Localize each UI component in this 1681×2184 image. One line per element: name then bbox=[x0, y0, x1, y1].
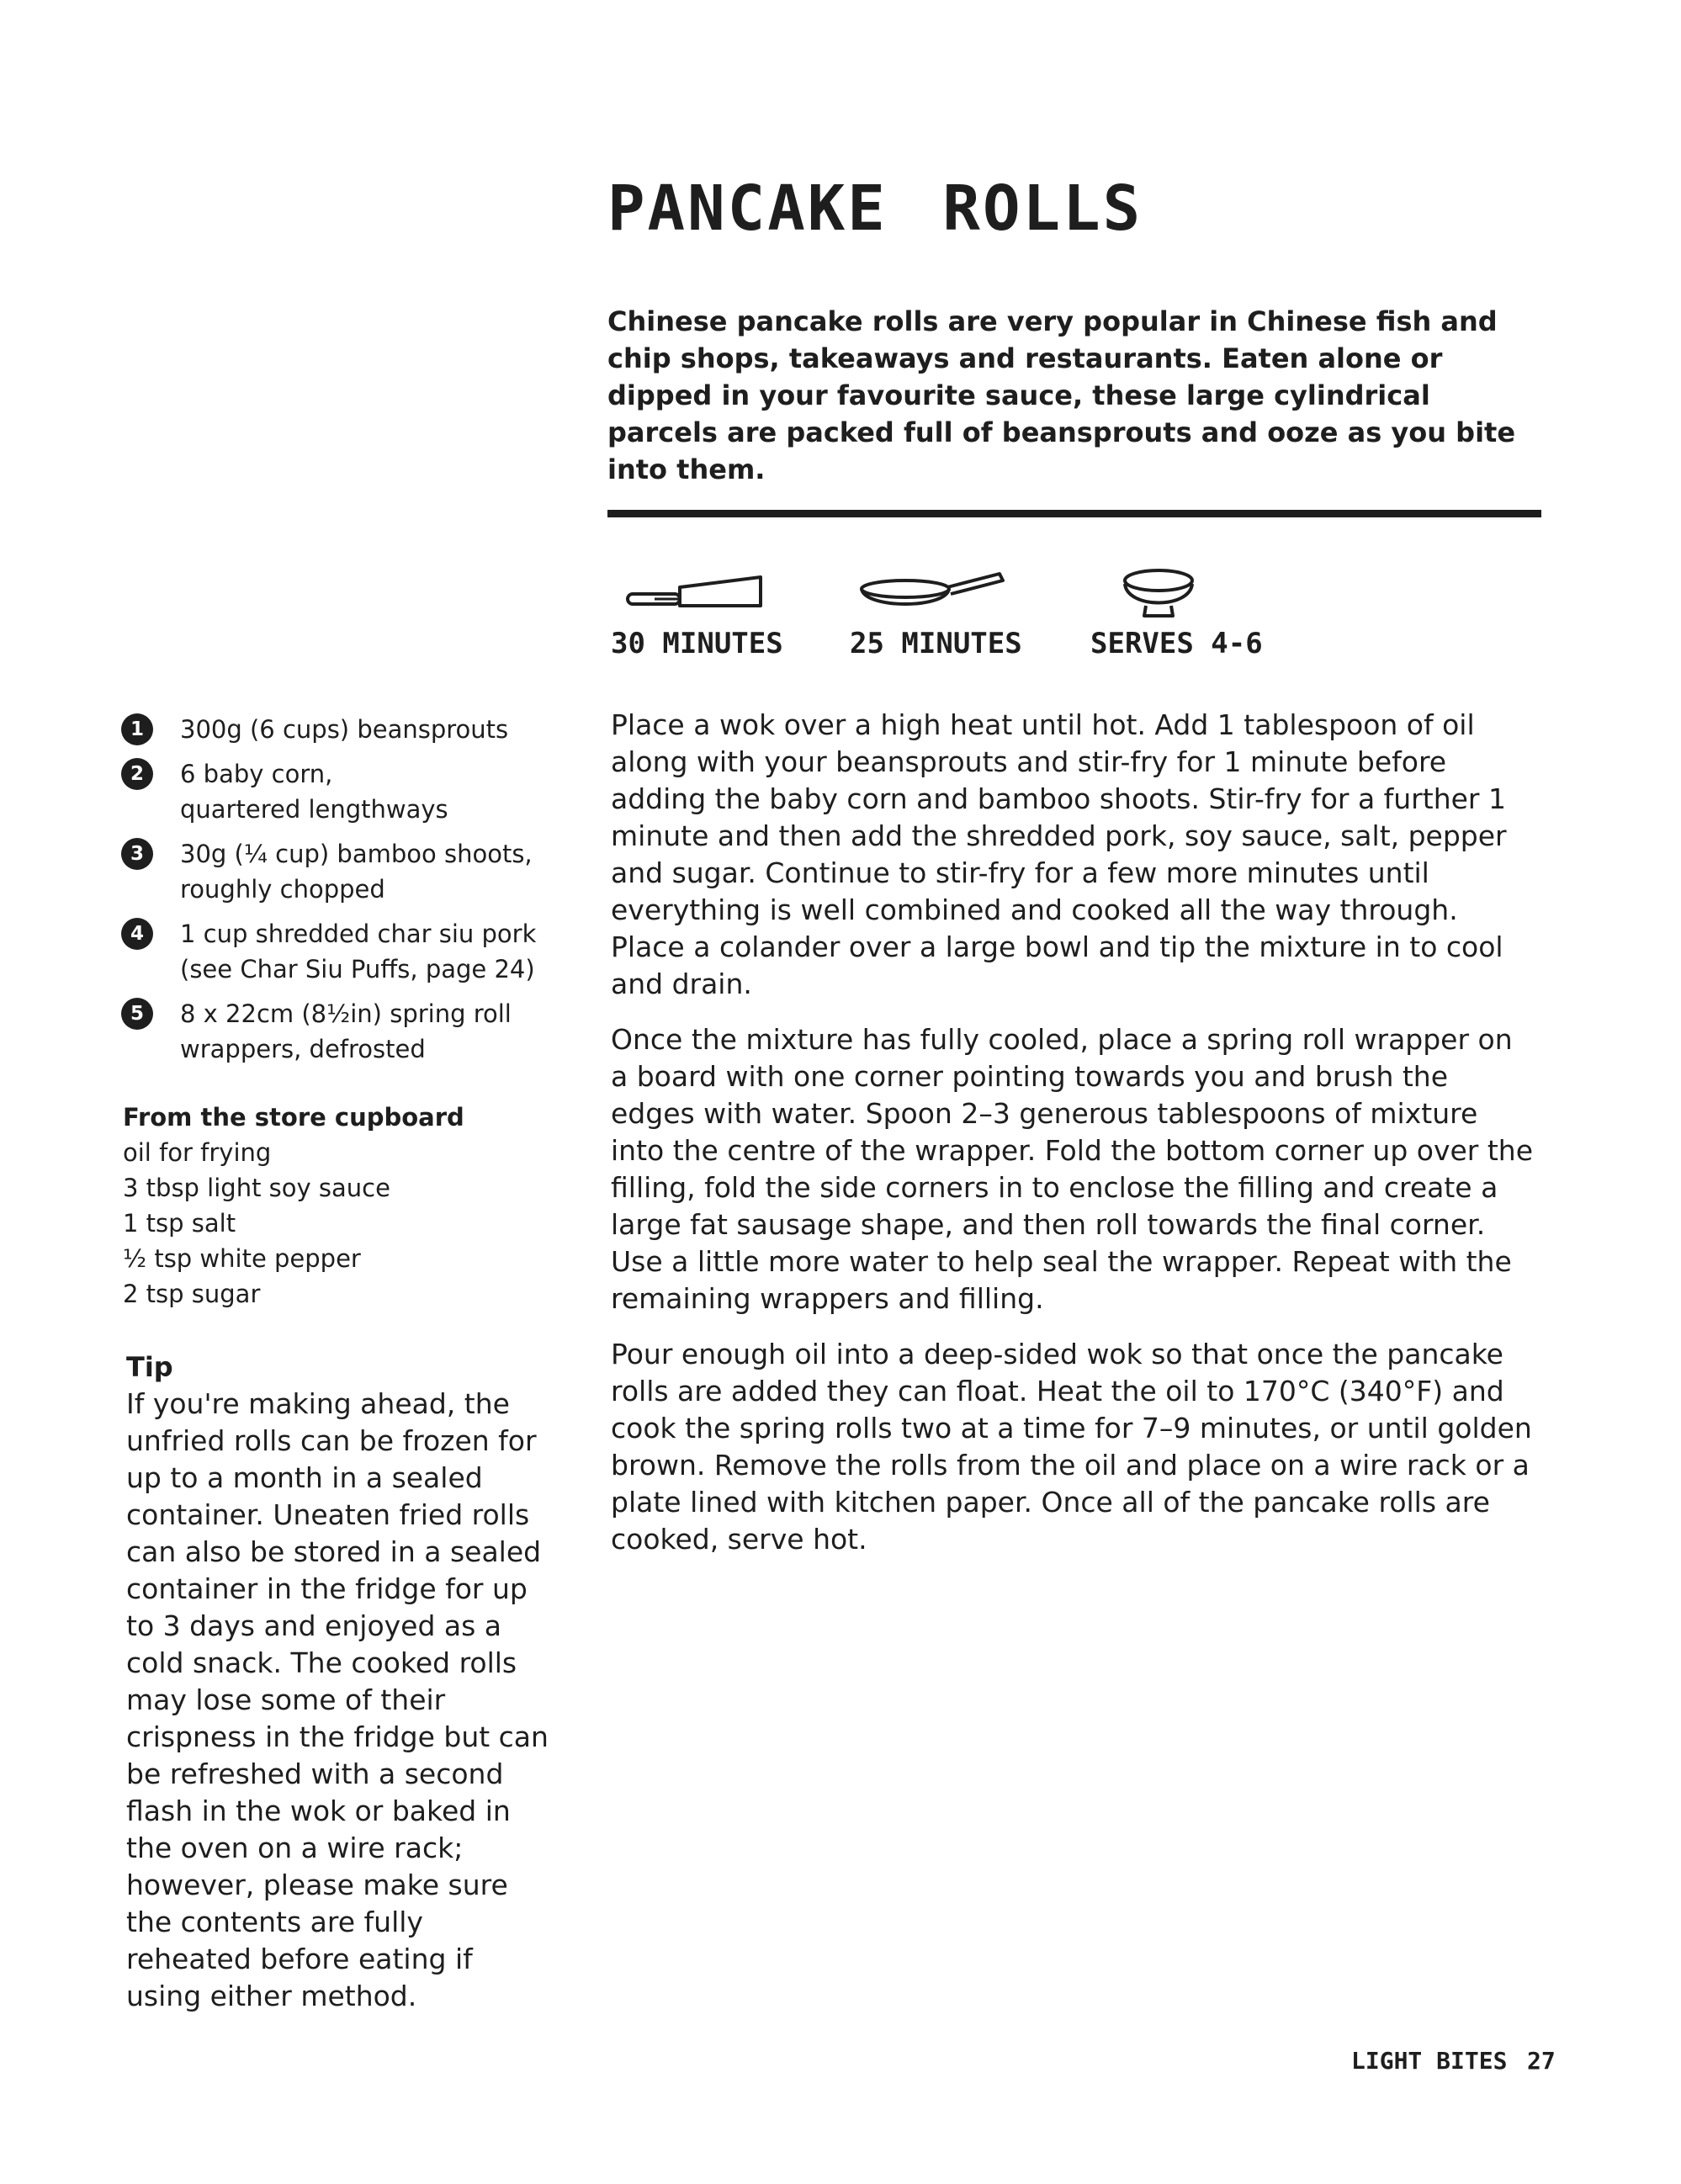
ingredient-item bbox=[121, 996, 559, 1067]
tip-text: If you're making ahead, the unfried rolls can be frozen for up to a month in a sealed container. Uneaten fried rolls can also be stored in a sealed container in the fridge for up to 3 days and enjoyed as a cold snack. The cooked rolls may lose some of their crispness in the fridge but can be refreshed with a second flash in the wok or baked in the oven on a wire rack; however, please make sure the contents are fully reheated before eating if using either method. bbox=[126, 1387, 549, 2012]
cook-time-label: 25 MINUTES bbox=[850, 627, 1022, 660]
recipe-intro: Chinese pancake rolls are very popular in Chinese fish and chip shops, takeaways and restaurants. Eaten alone or dipped in your favourite sauce, these large cylindrical parcels are packed full of beansprouts and ooze as you bite into them. bbox=[607, 305, 1516, 485]
ingredient-item bbox=[121, 836, 559, 907]
ingredient-number: 3 bbox=[121, 838, 153, 870]
ingredient-text: 300g (6 cups) beansprouts bbox=[180, 715, 509, 744]
store-cupboard bbox=[123, 1100, 560, 1312]
method-step: Once the mixture has fully cooled, place a spring roll wrapper on a board with one corner pointing towards you and brush the edges with water. Spoon 2–3 generous tablespoons of mixture into the centre of the wrapper. Fold the bottom corner up over the filling, fold the side corners in to enclose the filling and create a large fat sausage shape, and then roll towards the final corner. Use a little more water to help seal the wrapper. Repeat with the remaining wrappers and filling. bbox=[611, 1023, 1533, 1315]
tip-heading: Tip bbox=[126, 1351, 173, 1383]
ingredient-text: 30g (¼ cup) bamboo shoots, roughly chopped bbox=[180, 840, 533, 904]
wok-icon bbox=[856, 565, 1008, 616]
recipe-title: PANCAKE ROLLS bbox=[607, 172, 1143, 245]
ingredient-text: 6 baby corn, quartered lengthways bbox=[180, 760, 448, 824]
store-cupboard-heading: From the store cupboard bbox=[123, 1103, 464, 1132]
serves-label: SERVES 4-6 bbox=[1090, 627, 1263, 660]
ingredient-number: 2 bbox=[121, 758, 153, 790]
store-cupboard-item: ½ tsp white pepper bbox=[123, 1244, 361, 1273]
store-cupboard-item: 3 tbsp light soy sauce bbox=[123, 1174, 390, 1202]
ingredient-number: 1 bbox=[121, 713, 153, 745]
tip-box bbox=[126, 1349, 564, 2015]
ingredient-item bbox=[121, 712, 559, 747]
cleaver-icon bbox=[626, 572, 769, 614]
method-step: Pour enough oil into a deep-sided wok so that once the pancake rolls are added they can float. Heat the oil to 170°C (340°F) and cook the spring rolls two at a time for 7–9 minutes, or until golden brown. Remove the rolls from the oil and place on a wire rack or a plate lined with kitchen paper. Once all of the pancake rolls are cooked, serve hot. bbox=[611, 1338, 1532, 1556]
ingredient-item bbox=[121, 756, 559, 827]
ingredient-text: 1 cup shredded char siu pork (see Char Siu Puffs, page 24) bbox=[180, 920, 537, 983]
ingredient-item bbox=[121, 916, 559, 987]
ingredient-number: 4 bbox=[121, 918, 153, 950]
ingredient-text: 8 x 22cm (8½in) spring roll wrappers, defrosted bbox=[180, 999, 512, 1063]
divider-rule bbox=[607, 510, 1541, 517]
ingredient-number: 5 bbox=[121, 998, 153, 1030]
method-step: Place a wok over a high heat until hot. Add 1 tablespoon of oil along with your beansprouts and stir-fry for 1 minute before adding the baby corn and bamboo shoots. Stir-fry for a further 1 minute and then add the shredded pork, soy sauce, salt, pepper and sugar. Continue to stir-fry for a few more minutes until everything is well combined and cooked all the way through. Place a colander over a large bowl and tip the mixture in to cool and drain. bbox=[611, 708, 1507, 1000]
method-steps bbox=[611, 707, 1536, 1577]
page-number: 27 bbox=[1527, 2047, 1556, 2075]
store-cupboard-item: oil for frying bbox=[123, 1138, 272, 1167]
section-name: LIGHT BITES bbox=[1351, 2047, 1508, 2075]
store-cupboard-item: 2 tsp sugar bbox=[123, 1280, 261, 1308]
bowl-icon bbox=[1121, 565, 1196, 624]
ingredient-list bbox=[121, 712, 559, 1076]
prep-time-label: 30 MINUTES bbox=[611, 627, 783, 660]
store-cupboard-item: 1 tsp salt bbox=[123, 1209, 236, 1238]
